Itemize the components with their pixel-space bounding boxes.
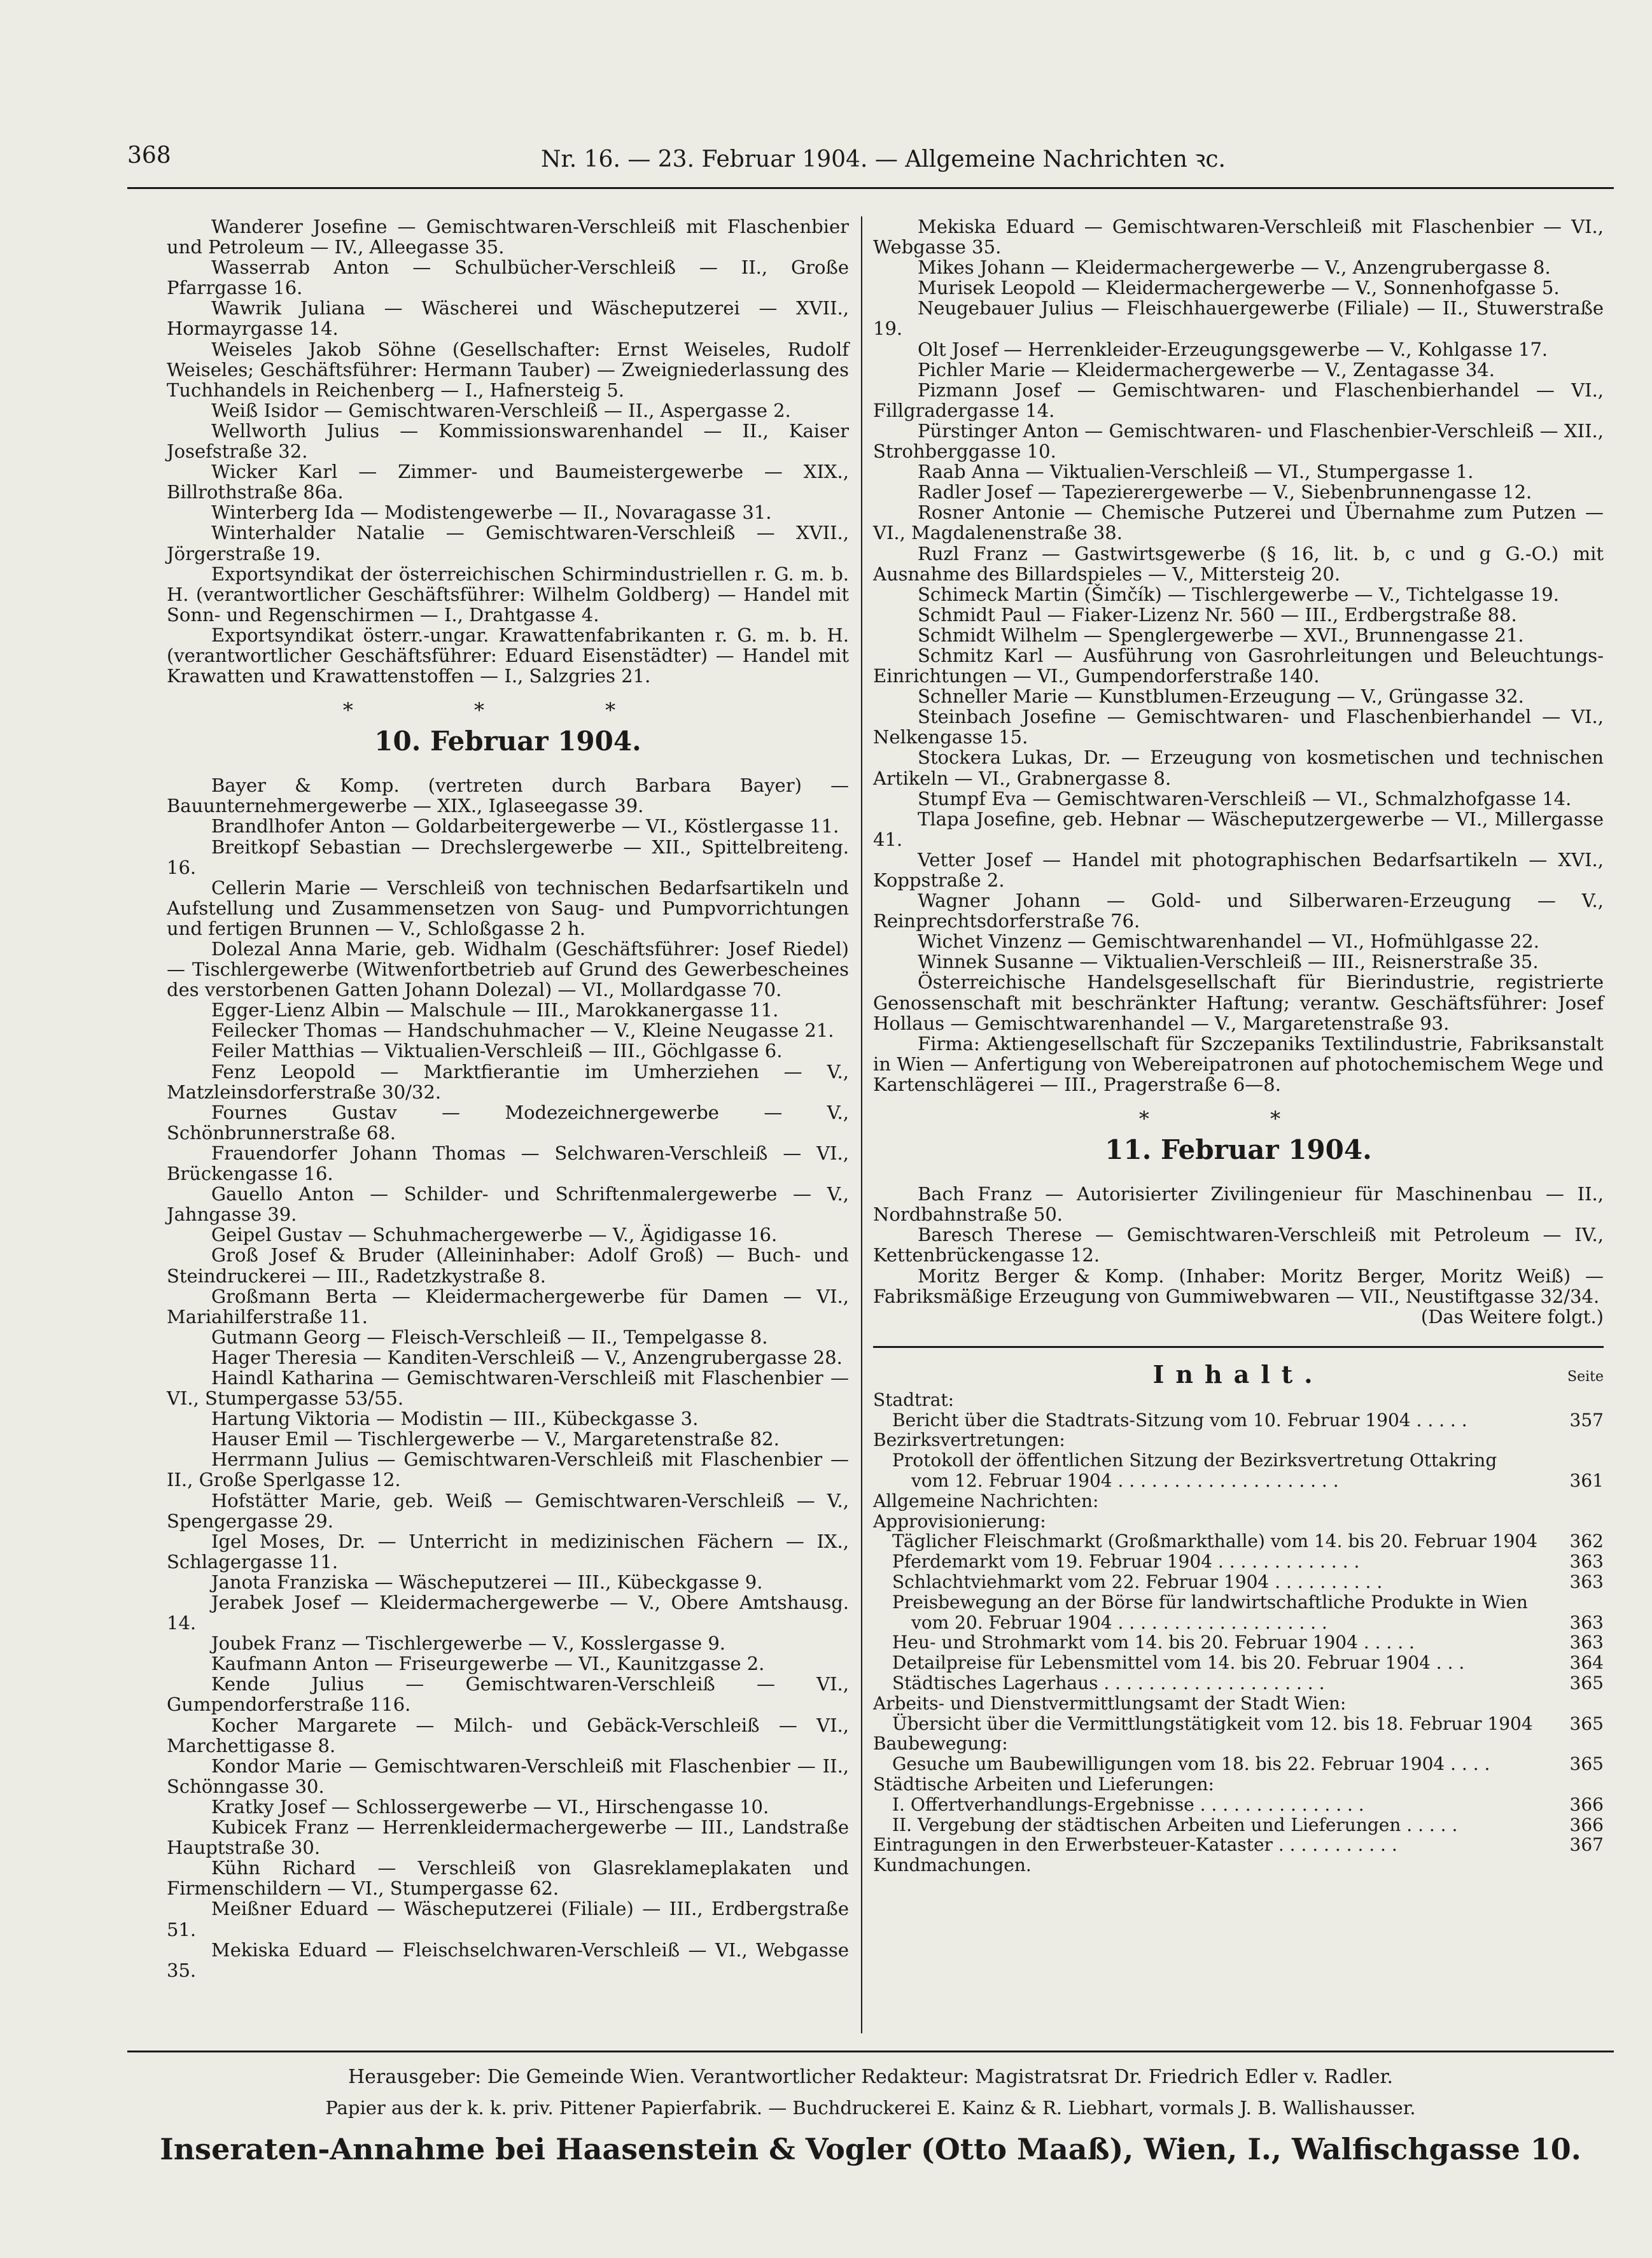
- toc-section: Arbeits- und Dienstvermittlungsamt der Stadt Wien:: [873, 1692, 1347, 1714]
- entry: Fournes Gustav — Modezeichnergewerbe — V., Schönbrunnerstraße 68.: [167, 1101, 849, 1144]
- entry: Pizmann Josef — Gemischtwaren- und Flaschenbierhandel — VI., Fillgradergasse 14.: [873, 379, 1604, 421]
- entry: Exportsyndikat österr.-ungar. Krawattenfabrikanten r. G. m. b. H. (verantwortlicher Geschäftsführer: Eduard Eisenstädter) — Handel mit Krawatten und Krawattenstoffen — I., Salzgries 21.: [167, 624, 849, 687]
- entry: Kondor Marie — Gemischtwaren-Verschleiß mit Flaschenbier — II., Schönngasse 30.: [167, 1755, 849, 1797]
- entry: Schmidt Wilhelm — Spenglergewerbe — XVI., Brunnengasse 21.: [918, 624, 1524, 646]
- entry: Radler Josef — Tapezierergewerbe — V., Siebenbrunnengasse 12.: [918, 481, 1532, 503]
- toc-entry: Detailpreise für Lebensmittel vom 14. bis 20. Februar 1904 . . . 364: [892, 1652, 1604, 1674]
- imprint-printer: Papier aus der k. k. priv. Pittener Papierfabrik. — Buchdruckerei E. Kainz & R. Liebhart, vormals J. B. Wallishausser.: [325, 2097, 1416, 2119]
- entry: Cellerin Marie — Verschleiß von technischen Bedarfsartikeln und Aufstellung und Zusammensetzen von Saug- und Pumpvorrichtungen und fertigen Brunnen — V., Schloßgasse 2 h.: [167, 876, 849, 939]
- entry: Haindl Katharina — Gemischtwaren-Verschleiß mit Flaschenbier — VI., Stumpergasse 53/55.: [167, 1366, 849, 1410]
- toc-entry: Städtisches Lagerhaus . . . . . . . . . . . . . . . . . . . . 365: [892, 1672, 1604, 1694]
- imprint-publisher: Herausgeber: Die Gemeinde Wien. Verantwortlicher Redakteur: Magistratsrat Dr. Friedrich Edler v. Radler.: [347, 2066, 1394, 2088]
- toc-title: Inhalt. Seite: [873, 1359, 1604, 1390]
- entry: Stumpf Eva — Gemischtwaren-Verschleiß — VI., Schmalzhofgasse 14.: [918, 787, 1572, 810]
- toc-entry: Täglicher Fleischmarkt (Großmarkthalle) vom 14. bis 20. Februar 1904 362: [892, 1531, 1604, 1552]
- entry: Schmitz Karl — Ausführung von Gasrohrleitungen und Beleuchtungs-Einrichtungen — VI., Gumpendorferstraße 140.: [873, 644, 1604, 687]
- entry: Pürstinger Anton — Gemischtwaren- und Flaschenbier-Verschleiß — XII., Strohberggasse 10.: [873, 419, 1604, 463]
- entries-feb10: [167, 775, 849, 1981]
- entry: Hartung Viktoria — Modistin — III., Kübeckgasse 3.: [211, 1408, 699, 1430]
- toc-seite-label: Seite: [1567, 1368, 1604, 1385]
- entry: Hofstätter Marie, geb. Weiß — Gemischtwaren-Verschleiß — V., Spengergasse 29.: [167, 1489, 849, 1532]
- column-divider: [861, 216, 862, 2033]
- continued-note: (Das Weitere folgt.): [1420, 1305, 1604, 1328]
- toc-entry: I. Offertverhandlungs-Ergebnisse . . . . . . . . . . . . . . . 366: [892, 1793, 1604, 1815]
- entry: Fenz Leopold — Marktfierantie im Umherziehen — V., Matzleinsdorferstraße 30/32.: [167, 1060, 849, 1103]
- entry: Wanderer Josefine — Gemischtwaren-Verschleiß mit Flaschenbier und Petroleum — IV., Alleegasse 35.: [167, 216, 849, 258]
- entry: Groß Josef & Bruder (Alleininhaber: Adolf Groß) — Buch- und Steindruckerei — III., Radetzkystraße 8.: [167, 1244, 849, 1287]
- entry: Mikes Johann — Kleidermachergewerbe — V., Anzengrubergasse 8.: [918, 256, 1551, 279]
- running-title: Nr. 16. — 23. Februar 1904. — Allgemeine Nachrichten ꝛc.: [541, 146, 1226, 172]
- table-of-contents: [873, 1359, 1604, 1876]
- entry: Firma: Aktiengesellschaft für Szczepaniks Textilindustrie, Fabriksanstalt in Wien — Anfertigung von Webereipatronen auf photochemischem Wege und Kartenschlägerei — III., Pragerstraße 6—8.: [873, 1032, 1604, 1095]
- entry: Brandlhofer Anton — Goldarbeitergewerbe — VI., Köstlergasse 11.: [211, 815, 839, 838]
- entry: Wichet Vinzenz — Gemischtwarenhandel — VI., Hofmühlgasse 22.: [918, 930, 1539, 953]
- entry: Moritz Berger & Komp. (Inhaber: Moritz Berger, Moritz Weiß) — Fabriksmäßige Erzeugung von Gummiwebwaren — VII., Neustiftgasse 32/34.: [873, 1265, 1604, 1307]
- toc-entry: Protokoll der öffentlichen Sitzung der Bezirksvertretung Ottakring: [892, 1450, 1497, 1471]
- entry: Winterberg Ida — Modistengewerbe — II., Novaragasse 31.: [211, 501, 772, 524]
- entry: Schmidt Paul — Fiaker-Lizenz Nr. 560 — III., Erdbergstraße 88.: [918, 603, 1517, 626]
- entry: Schneller Marie — Kunstblumen-Erzeugung — V., Grüngasse 32.: [918, 685, 1524, 708]
- entry: Mekiska Eduard — Fleischselchwaren-Verschleiß — VI., Webgasse 35.: [167, 1939, 849, 1981]
- entry: Murisek Leopold — Kleidermachergewerbe — V., Sonnenhofgasse 5.: [918, 277, 1560, 299]
- entry: Winterhalder Natalie — Gemischtwaren-Verschleiß — XVII., Jörgerstraße 19.: [167, 522, 849, 564]
- entry: Kaufmann Anton — Friseurgewerbe — VI., Kaunitzgasse 2.: [211, 1653, 765, 1675]
- entry: Dolezal Anna Marie, geb. Widhalm (Geschäftsführer: Josef Riedel) — Tischlergewerbe (Witwenfortbetrieb auf Grund des Gewerbescheines des verstorbenen Gatten Johann Dolezal) — VI., Mollardgasse 70.: [167, 938, 849, 1001]
- toc-entry: Bericht über die Stadtrats-Sitzung vom 10. Februar 1904 . . . . . 357: [892, 1409, 1604, 1431]
- toc-section: Allgemeine Nachrichten:: [873, 1490, 1099, 1511]
- entry: Neugebauer Julius — Fleischhauergewerbe (Filiale) — II., Stuwerstraße 19.: [873, 297, 1604, 340]
- toc-entry: Schlachtviehmarkt vom 22. Februar 1904 . . . . . . . . . . 363: [892, 1571, 1604, 1592]
- section-separator: * *: [1138, 1107, 1338, 1132]
- entry: Wasserrab Anton — Schulbücher-Verschleiß — II., Große Pfarrgasse 16.: [167, 256, 849, 299]
- entries-feb9: [167, 216, 849, 686]
- entry: Steinbach Josefine — Gemischtwaren- und Flaschenbierhandel — VI., Nelkengasse 15.: [873, 706, 1604, 748]
- section-separator: * * *: [342, 698, 673, 723]
- toc-section: Bezirksvertretungen:: [873, 1429, 1065, 1451]
- entry: Feilecker Thomas — Handschuhmacher — V., Kleine Neugasse 21.: [211, 1020, 834, 1042]
- toc-entry: Heu- und Strohmarkt vom 14. bis 20. Februar 1904 . . . . . 363: [892, 1632, 1604, 1653]
- entry: Kende Julius — Gemischtwaren-Verschleiß — VI., Gumpendorferstraße 116.: [167, 1673, 849, 1716]
- entry: Raab Anna — Viktualien-Verschleiß — VI., Stumpergasse 1.: [918, 461, 1474, 483]
- entry: Breitkopf Sebastian — Drechslergewerbe — XII., Spittelbreiteng. 16.: [167, 836, 849, 878]
- entry: Bach Franz — Autorisierter Zivilingenieur für Maschinenbau — II., Nordbahnstraße 50.: [873, 1183, 1604, 1226]
- toc-section: Baubewegung:: [873, 1733, 1008, 1755]
- entry: Stockera Lukas, Dr. — Erzeugung von kosmetischen und technischen Artikeln — VI., Grabnergasse 8.: [873, 747, 1604, 789]
- toc-entry: vom 12. Februar 1904 . . . . . . . . . . . . . . . . . . . . 361: [911, 1469, 1604, 1491]
- entry: Olt Josef — Herrenkleider-Erzeugungsgewerbe — V., Kohlgasse 17.: [918, 338, 1548, 360]
- entry: Mekiska Eduard — Gemischtwaren-Verschleiß mit Flaschenbier — VI., Webgasse 35.: [873, 216, 1604, 258]
- entry: Großmann Berta — Kleidermachergewerbe für Damen — VI., Mariahilferstraße 11.: [167, 1285, 849, 1328]
- entry: Vetter Josef — Handel mit photographischen Bedarfsartikeln — XVI., Koppstraße 2.: [873, 848, 1604, 891]
- entry: Weiß Isidor — Gemischtwaren-Verschleiß — II., Aspergasse 2.: [211, 399, 791, 421]
- entry: Österreichische Handelsgesellschaft für Bierindustrie, registrierte Genossenschaft mit beschränkter Haftung; verantw. Geschäftsführer: Josef Hollaus — Gemischtwarenhandel — V., Margaretenstraße 93.: [873, 971, 1604, 1034]
- toc-section: Stadtrat:: [873, 1389, 955, 1410]
- toc-entry: Preisbewegung an der Börse für landwirtschaftliche Produkte in Wien: [892, 1591, 1528, 1613]
- date-heading: 10. Februar 1904.: [374, 726, 641, 757]
- header-rule: [127, 187, 1614, 189]
- imprint-advertising: Inseraten-Annahme bei Haasenstein & Vogler (Otto Maaß), Wien, I., Walfischgasse 10.: [160, 2132, 1581, 2166]
- entries-feb11: [873, 1184, 1604, 1327]
- entry: Kocher Margarete — Milch- und Gebäck-Verschleiß — VI., Marchettigasse 8.: [167, 1714, 849, 1757]
- imprint: [127, 2062, 1614, 2171]
- entry: Frauendorfer Johann Thomas — Selchwaren-Verschleiß — VI., Brückengasse 16.: [167, 1142, 849, 1185]
- entry: Janota Franziska — Wäscheputzerei — III., Kübeckgasse 9.: [211, 1571, 763, 1593]
- toc-entry: II. Vergebung der städtischen Arbeiten und Lieferungen . . . . . 366: [892, 1814, 1604, 1835]
- page-number: 368: [127, 143, 171, 169]
- entry: Schimeck Martin (Šimčík) — Tischlergewerbe — V., Tichtelgasse 19.: [918, 583, 1559, 605]
- entry: Kratky Josef — Schlossergewerbe — VI., Hirschengasse 10.: [211, 1795, 769, 1818]
- entry: Winnek Susanne — Viktualien-Verschleiß — III., Reisnerstraße 35.: [918, 951, 1539, 973]
- entry: Baresch Therese — Gemischtwaren-Verschleiß mit Petroleum — IV., Kettenbrückengasse 12.: [873, 1224, 1604, 1266]
- entry: Exportsyndikat der österreichischen Schirmindustriellen r. G. m. b. H. (verantwortlicher Geschäftsführer: Wilhelm Goldberg) — Handel mit Sonn- und Regenschirmen — I., Drahtgasse 4.: [167, 563, 849, 626]
- toc-section: Kundmachungen.: [873, 1855, 1032, 1876]
- toc-entry: Eintragungen in den Erwerbsteuer-Kataster . . . . . . . . . . . 367: [873, 1834, 1604, 1856]
- entries-feb10-cont: [873, 216, 1604, 1095]
- entry: Meißner Eduard — Wäscheputzerei (Filiale) — III., Erdbergstraße 51.: [167, 1898, 849, 1940]
- entry: Wellworth Julius — Kommissionswarenhandel — II., Kaiser Josefstraße 32.: [167, 419, 849, 463]
- toc-section: Städtische Arbeiten und Lieferungen:: [873, 1773, 1214, 1795]
- entry: Gauello Anton — Schilder- und Schriftenmalergewerbe — V., Jahngasse 39.: [167, 1183, 849, 1226]
- footer-rule: [127, 2051, 1614, 2052]
- entry: Weiseles Jakob Söhne (Gesellschafter: Ernst Weiseles, Rudolf Weiseles; Geschäftsführer: Hermann Tauber) — Zweigniederlassung des Tuchhandels in Reichenberg — I., Hafnersteig 5.: [167, 338, 849, 401]
- entry: Hauser Emil — Tischlergewerbe — V., Margaretenstraße 82.: [211, 1428, 780, 1450]
- right-column: [873, 216, 1604, 1876]
- entry: Kubicek Franz — Herrenkleidermachergewerbe — III., Landstraße Hauptstraße 30.: [167, 1816, 849, 1859]
- entry: Kühn Richard — Verschleiß von Glasreklameplakaten und Firmenschildern — VI., Stumpergasse 62.: [167, 1857, 849, 1900]
- entry: Geipel Gustav — Schuhmachergewerbe — V., Ägidigasse 16.: [211, 1224, 778, 1246]
- entry: Gutmann Georg — Fleisch-Verschleiß — II., Tempelgasse 8.: [211, 1326, 768, 1348]
- left-column: [167, 216, 849, 1981]
- page-header: [127, 143, 1614, 181]
- entry: Feiler Matthias — Viktualien-Verschleiß — III., Göchlgasse 6.: [211, 1040, 783, 1062]
- date-heading: 11. Februar 1904.: [1105, 1134, 1372, 1166]
- entry: Herrmann Julius — Gemischtwaren-Verschleiß mit Flaschenbier — II., Große Sperlgasse 12.: [167, 1448, 849, 1491]
- entry: Wawrik Juliana — Wäscherei und Wäscheputzerei — XVII., Hormayrgasse 14.: [167, 297, 849, 340]
- toc-section: Approvisionierung:: [873, 1510, 1046, 1532]
- entry: Tlapa Josefine, geb. Hebnar — Wäscheputzergewerbe — VI., Millergasse 41.: [873, 808, 1604, 850]
- entry: Igel Moses, Dr. — Unterricht in medizinischen Fächern — IX., Schlagergasse 11.: [167, 1530, 849, 1573]
- entry: Hager Theresia — Kanditen-Verschleiß — V., Anzengrubergasse 28.: [211, 1346, 843, 1368]
- entry: Jerabek Josef — Kleidermachergewerbe — V., Obere Amtshausg. 14.: [167, 1592, 849, 1634]
- entry: Wicker Karl — Zimmer- und Baumeistergewerbe — XIX., Billrothstraße 86a.: [167, 461, 849, 503]
- toc-entry: Pferdemarkt vom 19. Februar 1904 . . . . . . . . . . . . . 363: [892, 1551, 1604, 1573]
- entry: Pichler Marie — Kleidermachergewerbe — V., Zentagasse 34.: [918, 358, 1495, 381]
- toc-entry: Übersicht über die Vermittlungstätigkeit vom 12. bis 18. Februar 1904 365: [892, 1713, 1604, 1734]
- toc-entry: Gesuche um Baubewilligungen vom 18. bis 22. Februar 1904 . . . . 365: [892, 1753, 1604, 1775]
- entry: Ruzl Franz — Gastwirtsgewerbe (§ 16, lit. b, c und g G.-O.) mit Ausnahme des Billardspieles — V., Mittersteig 20.: [873, 542, 1604, 585]
- entry: Wagner Johann — Gold- und Silberwaren-Erzeugung — V., Reinprechtsdorferstraße 76.: [873, 890, 1604, 932]
- entry: Egger-Lienz Albin — Malschule — III., Marokkanergasse 11.: [211, 999, 779, 1021]
- entry: Bayer & Komp. (vertreten durch Barbara Bayer) — Bauunternehmergewerbe — XIX., Iglaseegasse 39.: [167, 775, 849, 817]
- toc-rule: [873, 1346, 1604, 1348]
- entry: Joubek Franz — Tischlergewerbe — V., Kosslergasse 9.: [211, 1632, 726, 1655]
- entry: Rosner Antonie — Chemische Putzerei und Übernahme zum Putzen — VI., Magdalenenstraße 38.: [873, 501, 1604, 544]
- toc-entry: vom 20. Februar 1904 . . . . . . . . . . . . . . . . . . . 363: [911, 1611, 1604, 1633]
